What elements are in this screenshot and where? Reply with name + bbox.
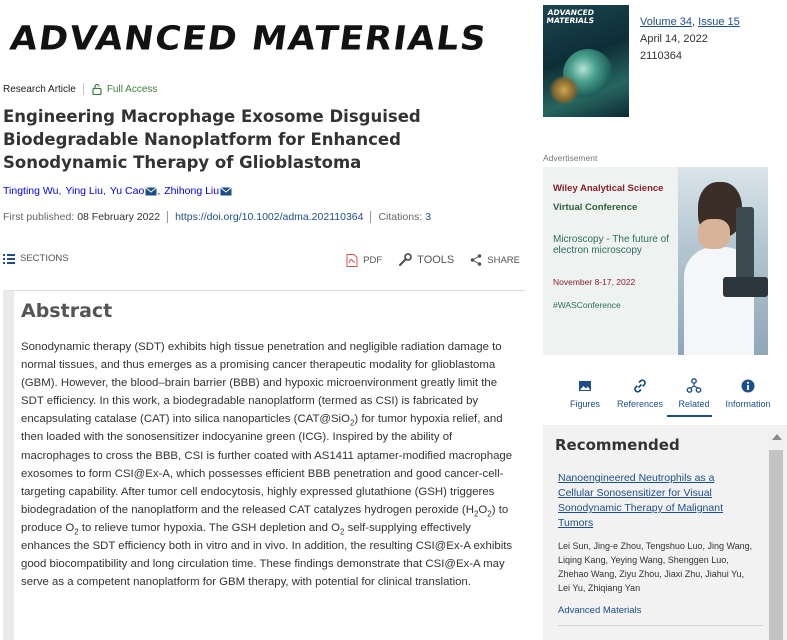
- link-icon: [632, 378, 648, 394]
- publication-info: [3, 211, 431, 223]
- journal-logo-text: ADVANCED MATERIALS: [7, 20, 490, 58]
- recommended-panel: [543, 425, 787, 640]
- volume-link[interactable]: Volume 34: [640, 16, 693, 28]
- access-badge: Full Access: [106, 83, 158, 95]
- article-number: 2110364: [640, 50, 683, 62]
- ad-photo: [678, 167, 768, 355]
- divider: [558, 625, 763, 626]
- ad-panel: [543, 167, 678, 355]
- ad-dates: November 8-17, 2022: [553, 277, 636, 287]
- journal-masthead[interactable]: [7, 20, 490, 60]
- journal-cover-image[interactable]: [543, 5, 629, 117]
- recommended-scrollbar[interactable]: [767, 432, 785, 640]
- cover-title: ADVANCED MATERIALS: [545, 8, 595, 25]
- article-type: Research Article: [3, 83, 76, 95]
- separator: ,: [58, 185, 62, 197]
- image-icon: [578, 378, 592, 394]
- pdf-icon: [346, 254, 358, 267]
- recommended-article-link[interactable]: Nanoengineered Neutrophils as a Cellular Sonosensitizer for Visual Sonodynamic Therapy of Malignant Tumors: [558, 472, 723, 529]
- tab-label: Related: [678, 399, 710, 409]
- separator: ,: [102, 185, 106, 197]
- wrench-icon: [398, 253, 412, 267]
- doi-link[interactable]: https://doi.org/10.1002/adma.202110364: [175, 211, 364, 223]
- tab-label: Figures: [569, 399, 600, 409]
- citations-count-link[interactable]: 3: [425, 211, 432, 223]
- side-tabs: [560, 378, 780, 418]
- info-icon: [741, 378, 755, 394]
- first-published-label: First published:: [3, 211, 75, 223]
- divider: [83, 83, 84, 95]
- tab-label: References: [616, 399, 664, 409]
- recommended-heading: Recommended: [555, 436, 680, 454]
- tools-label: TOOLS: [417, 254, 455, 266]
- ad-subheadline: Virtual Conference: [553, 202, 638, 213]
- issue-info: [640, 14, 740, 65]
- related-icon: [686, 378, 702, 394]
- author-link[interactable]: Yu Cao: [109, 185, 145, 197]
- first-published-date: 08 February 2022: [77, 211, 161, 223]
- ad-headline: Wiley Analytical Science: [553, 183, 664, 194]
- tab-information[interactable]: [720, 378, 776, 409]
- advertisement-label: Advertisement: [543, 153, 598, 163]
- ad-topic: Microscopy - The future of electron microscopy: [553, 234, 669, 256]
- pdf-label: PDF: [363, 254, 383, 266]
- tools-button[interactable]: [398, 253, 454, 267]
- divider: [167, 211, 168, 223]
- advertisement-banner[interactable]: [543, 167, 768, 355]
- scroll-up-arrow-icon[interactable]: [772, 434, 782, 440]
- tab-figures[interactable]: [557, 378, 613, 409]
- author-link[interactable]: Tingting Wu: [3, 185, 59, 197]
- abstract-heading: Abstract: [21, 300, 113, 322]
- volume-issue-line: Volume 34, Issue 15: [640, 16, 740, 28]
- envelope-icon[interactable]: [145, 187, 157, 196]
- share-button[interactable]: [470, 254, 520, 266]
- article-meta: [3, 83, 157, 95]
- issue-link[interactable]: Issue 15: [698, 16, 740, 28]
- cover-illustration: [549, 75, 579, 105]
- sections-button[interactable]: [3, 253, 69, 264]
- active-tab-indicator: [667, 415, 712, 417]
- ad-hashtag: #WASConference: [553, 300, 621, 310]
- tab-related[interactable]: [666, 378, 722, 409]
- share-icon: [470, 254, 482, 266]
- issue-date: April 14, 2022: [640, 33, 708, 45]
- author-list: [3, 185, 232, 197]
- envelope-icon[interactable]: [220, 187, 232, 196]
- recommended-article-journal[interactable]: Advanced Materials: [558, 605, 642, 616]
- article-toolbar: [3, 253, 523, 269]
- author-link[interactable]: Ying Liu: [65, 185, 103, 197]
- recommended-article-authors: Lei Sun, Jing-e Zhou, Tengshuo Luo, Jing Wang, Liqing Kang, Yeying Wang, Shenggen Luo, Zhehao Wang, Ziyu Zhou, Jiaxi Zhu, Jiahui Yu, Lei Yu, Zhiqiang Yan: [558, 541, 753, 593]
- abstract-section: [3, 290, 525, 640]
- list-icon: [3, 253, 15, 264]
- tab-references[interactable]: [612, 378, 668, 409]
- separator: ,: [157, 185, 161, 197]
- citations-label: Citations:: [378, 211, 423, 223]
- article-title: Engineering Macrophage Exosome Disguised Biodegradable Nanoplatform for Enhanced Sonodynamic Therapy of Glioblastoma: [3, 107, 421, 172]
- tab-label: Information: [725, 399, 771, 409]
- pdf-button[interactable]: [346, 254, 382, 267]
- divider: [370, 211, 371, 223]
- share-label: SHARE: [487, 254, 520, 266]
- author-link[interactable]: Zhihong Liu: [164, 185, 220, 197]
- abstract-text: Sonodynamic therapy (SDT) exhibits high tissue penetration and negligible radiation damage to normal tissues, and thus emerges as a promising cancer therapeutic modality for glioblastoma (GBM). However, the blood–brain barrier (BBB) and hypoxic microenvironment greatly limit the SDT efficiency. In this work, a biodegradable nanoplatform (termed as CSI) is fabricated by encapsulating catalase (CAT) into silica nanoparticles (CAT@SiO$_2$) for tumor hypoxia relief, and then loaded with the sonosensitizer indocyanine green (ICG). Inspired by the ability of macrophages to cross the BBB, CSI is further coated with AS1411 aptamer-modified macrophage exosomes to form CSI@Ex-A, which possesses efficient BBB penetration and good cancer-cell-targeting capability. After tumor cell endocytosis, highly expressed glutathione (GSH) triggeres biodegradation of the nanoplatform and the released CAT catalyzes hydrogen peroxide $(H_2O_2)$ to produce $O_2$ to relieve tumor hypoxia. The GSH depletion and $O_2$ self-supplying effectively enhances the SDT efficiency both in vitro and in vivo. In addition, the resulting CSI@Ex-A exhibits good biocompatibility and long circulation time. These findings demonstrate that CSI@Ex-A may serve as a competent nanoplatform for GBM therapy, with potential for clinical translation.: [21, 341, 513, 589]
- unlock-icon: [91, 83, 103, 95]
- sections-label: SECTIONS: [20, 253, 69, 264]
- scroll-thumb[interactable]: [769, 450, 783, 640]
